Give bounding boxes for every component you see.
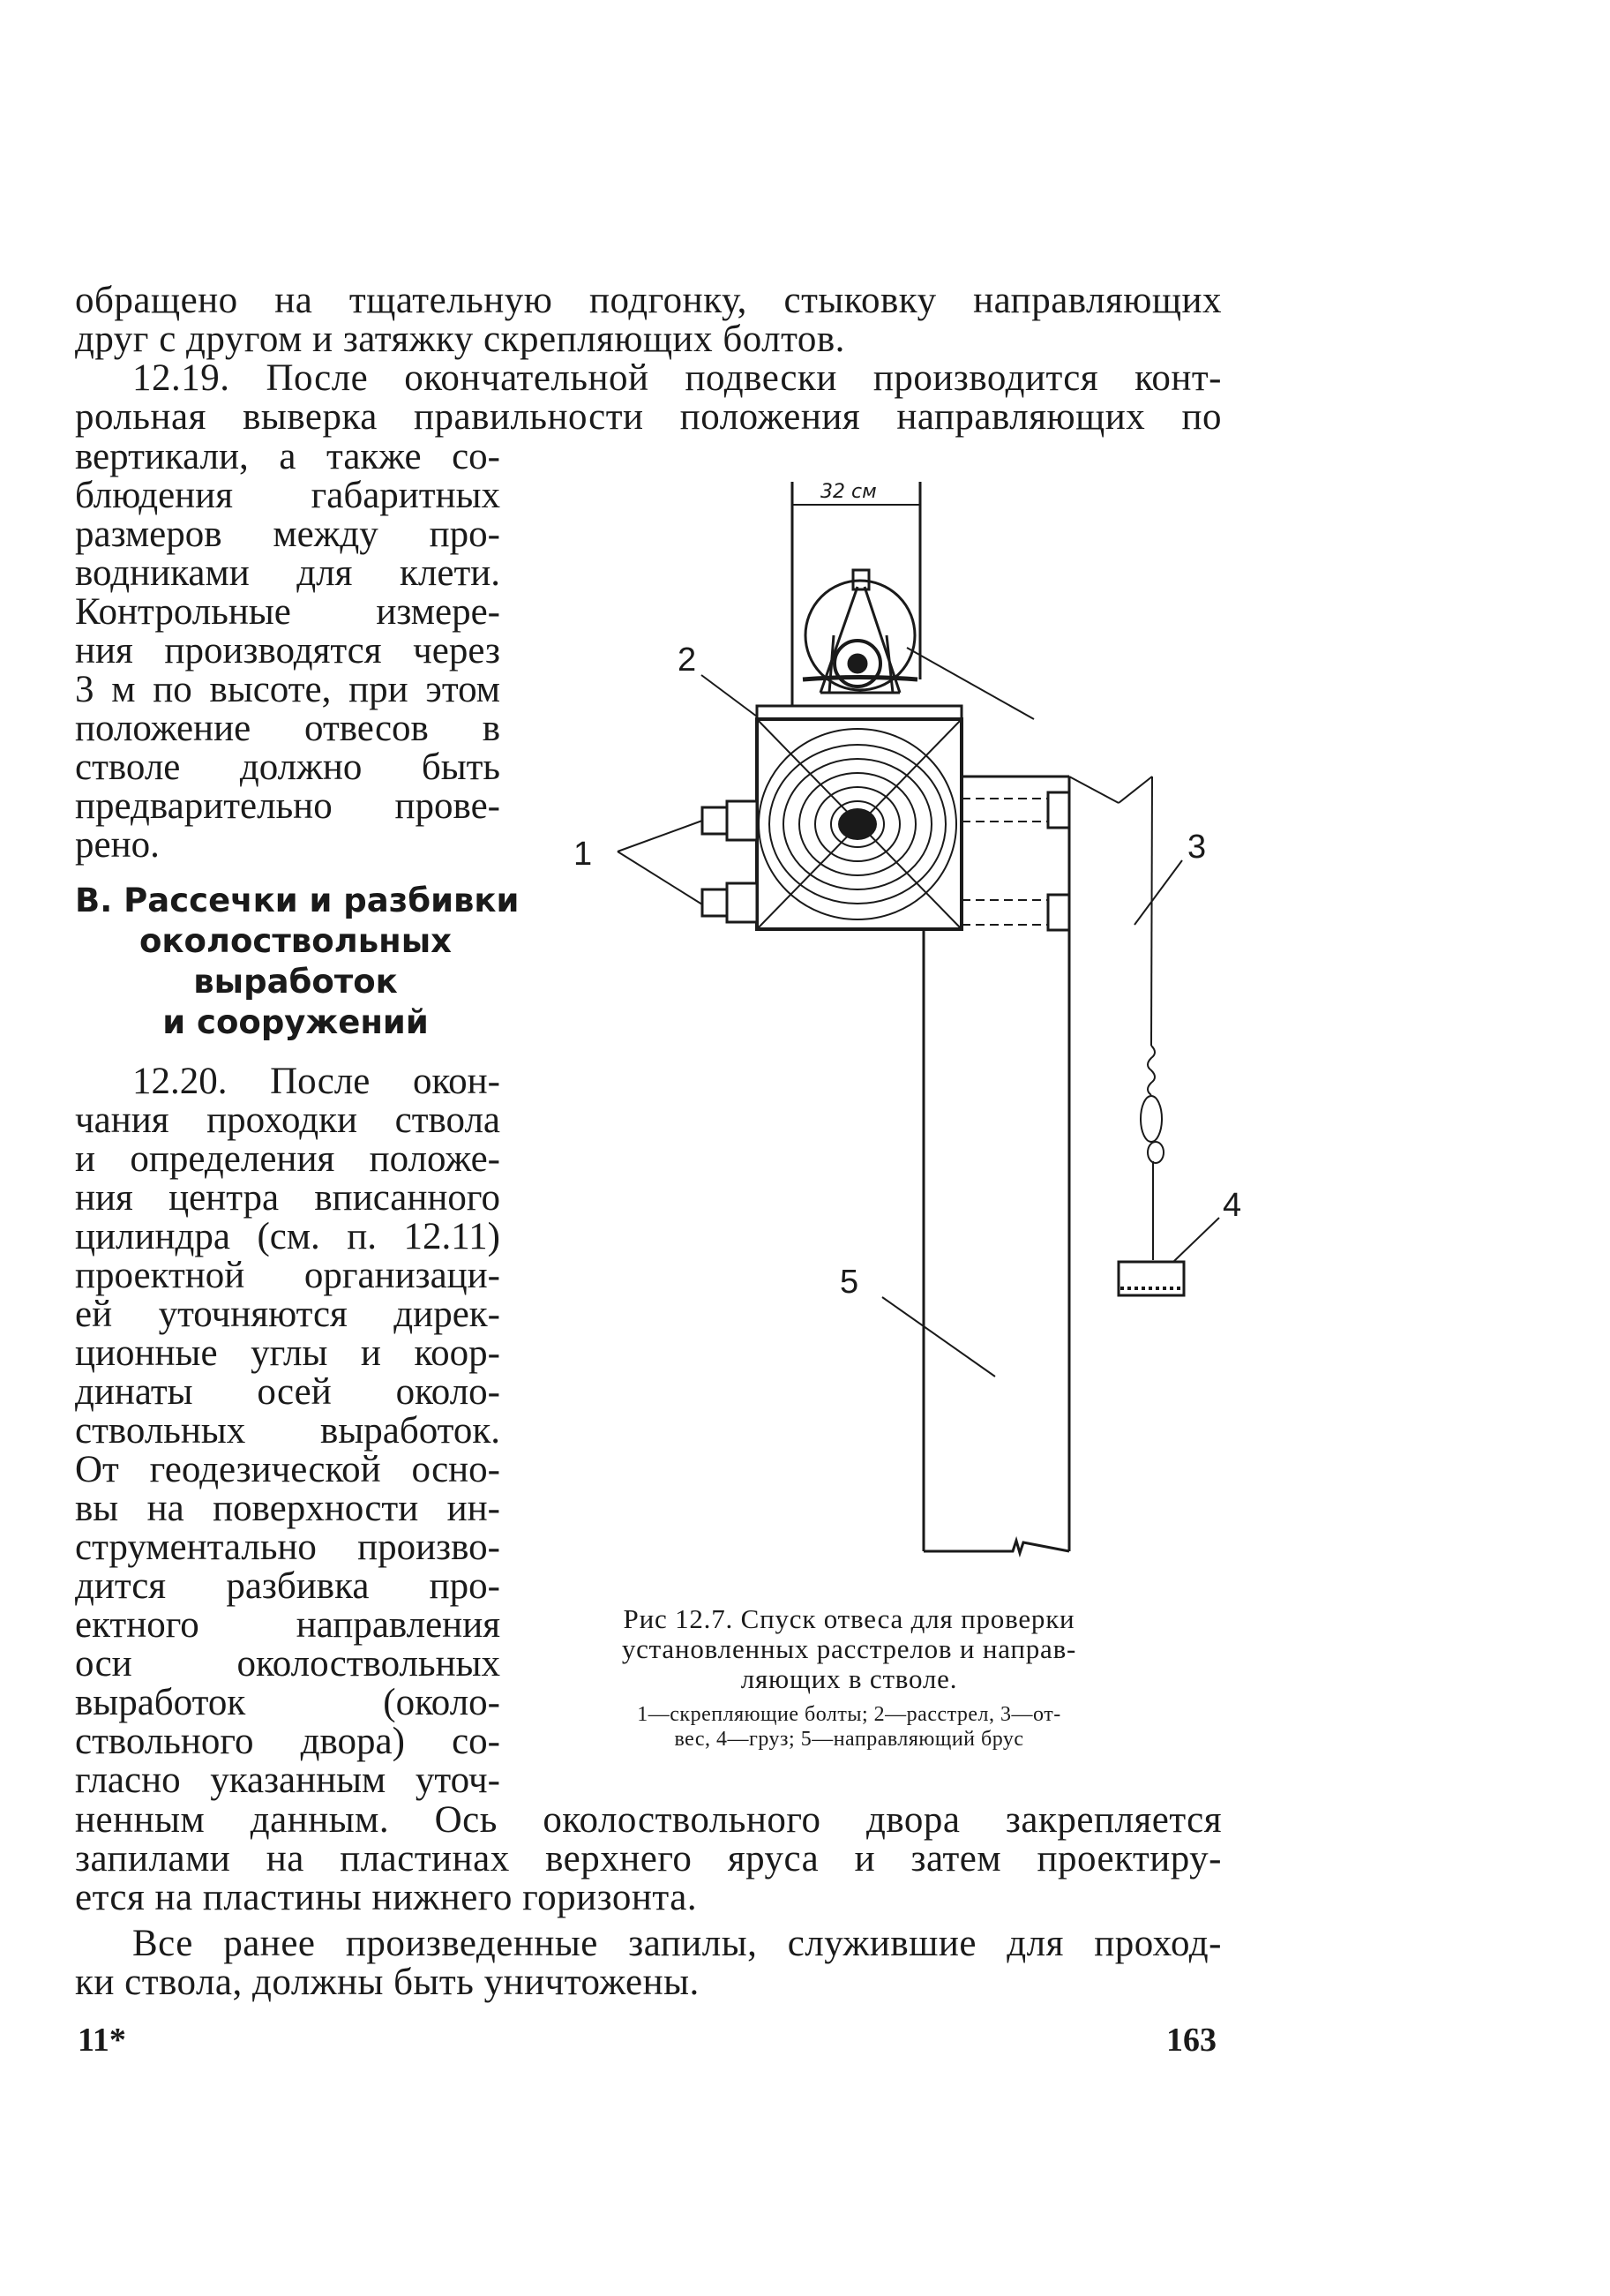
column-text-line: ния производятся через: [75, 630, 500, 672]
text-line: ется на пластины нижнего горизонта.: [75, 1877, 698, 1918]
paragraph-12-20-line: ствольного двора) со-: [75, 1721, 500, 1762]
column-text-line: размеров между про-: [75, 514, 500, 555]
figure-caption-title: ляющих в стволе.: [740, 1663, 958, 1694]
paragraph-12-20-line: и определения положе-: [75, 1138, 500, 1180]
plumb-line-diagram: [529, 459, 1262, 1579]
paragraph-12-20-line: От геодезической осно-: [75, 1449, 500, 1490]
page-number: 163: [1166, 2022, 1217, 2059]
figure-caption-legend: вес, 4—груз; 5—направляющий брус: [674, 1728, 1024, 1751]
paragraph-12-20-line: струментально произво-: [75, 1527, 500, 1568]
paragraph-12-20-line: ционные углы и коор-: [75, 1332, 500, 1374]
paragraph-12-20-line: ния центра вписанного: [75, 1177, 500, 1219]
paragraph-12-20-line: ектного направления: [75, 1604, 500, 1646]
paragraph-12-20-line: ствольных выработок.: [75, 1410, 500, 1452]
paragraph-12-20-line: гласно указанным уточ-: [75, 1760, 500, 1801]
column-text-line: Контрольные измере-: [75, 591, 500, 633]
figure-caption-legend: 1—скрепляющие болты; 2—расстрел, 3—от-: [637, 1703, 1061, 1726]
column-text-line: водниками для клети.: [75, 552, 500, 594]
pulley-bracket: [803, 570, 1034, 719]
crossbeam-block: [757, 706, 962, 929]
paragraph-12-20-line: 12.20. После окон-: [132, 1061, 500, 1102]
figure-label-3: 3: [1187, 829, 1207, 866]
paragraph-12-20-line: оси околоствольных: [75, 1643, 500, 1684]
section-heading: околоствольных: [139, 922, 453, 960]
figure-label-2: 2: [678, 642, 697, 679]
dimension-label: 32 см: [820, 481, 877, 503]
figure-caption-title: Рис 12.7. Спуск отвеса для проверки: [623, 1603, 1075, 1634]
plumb-weight: [1119, 1262, 1184, 1295]
signature-mark: 11*: [78, 2022, 126, 2059]
column-text-line: вертикали, а также со-: [75, 436, 500, 477]
section-heading: выработок: [193, 963, 398, 1001]
paragraph-12-20-line: дится разбивка про-: [75, 1565, 500, 1607]
plumb-line: [1069, 777, 1164, 1260]
section-heading: и сооружений: [162, 1003, 429, 1041]
column-text-line: предварительно прове-: [75, 785, 500, 827]
paragraph-12-20-line: цилиндра (см. п. 12.11): [75, 1216, 500, 1257]
figure-label-5: 5: [840, 1264, 859, 1301]
paragraph-12-20-line: проектной организаци-: [75, 1255, 500, 1296]
final-paragraph-line: ки ствола, должны быть уничтожены.: [75, 1962, 700, 2003]
figure-label-4: 4: [1223, 1187, 1242, 1224]
paragraph-12-19-second-line: рольная выверка правильности положения направляющих по: [75, 396, 1222, 438]
column-text-line: 3 м по высоте, при этом: [75, 669, 500, 710]
text-line: ненным данным. Ось околоствольного двора закрепляется: [75, 1799, 1222, 1841]
text-line: обращено на тщательную подгонку, стыковку направляющих: [75, 280, 1222, 321]
column-text-line: стволе должно быть: [75, 747, 500, 788]
paragraph-12-20-line: чания проходки ствола: [75, 1099, 500, 1141]
column-text-line: рено.: [75, 824, 160, 866]
paragraph-12-20-line: вы на поверхности ин-: [75, 1488, 500, 1529]
paragraph-12-20-line: выработок (околo-: [75, 1682, 500, 1723]
text-line: друг с другом и затяжку скрепляющих болтов.: [75, 319, 845, 360]
text-line: запилами на пластинах верхнего яруса и затем проектиру-: [75, 1838, 1222, 1880]
column-text-line: блюдения габаритных: [75, 475, 500, 516]
paragraph-12-20-line: динаты осей околo-: [75, 1371, 500, 1413]
final-paragraph-line: Все ранее произведенные запилы, служившие для проход-: [132, 1923, 1222, 1964]
figure-label-1: 1: [573, 836, 593, 873]
figure-caption-title: установленных расстрелов и направ-: [621, 1633, 1077, 1664]
paragraph-12-20-line: ей уточняются дирек-: [75, 1294, 500, 1335]
section-heading: В. Рассечки и разбивки: [75, 882, 520, 919]
paragraph-12-19-first-line: 12.19. После окончательной подвески производится конт-: [132, 357, 1222, 399]
column-text-line: положение отвесов в: [75, 708, 500, 749]
